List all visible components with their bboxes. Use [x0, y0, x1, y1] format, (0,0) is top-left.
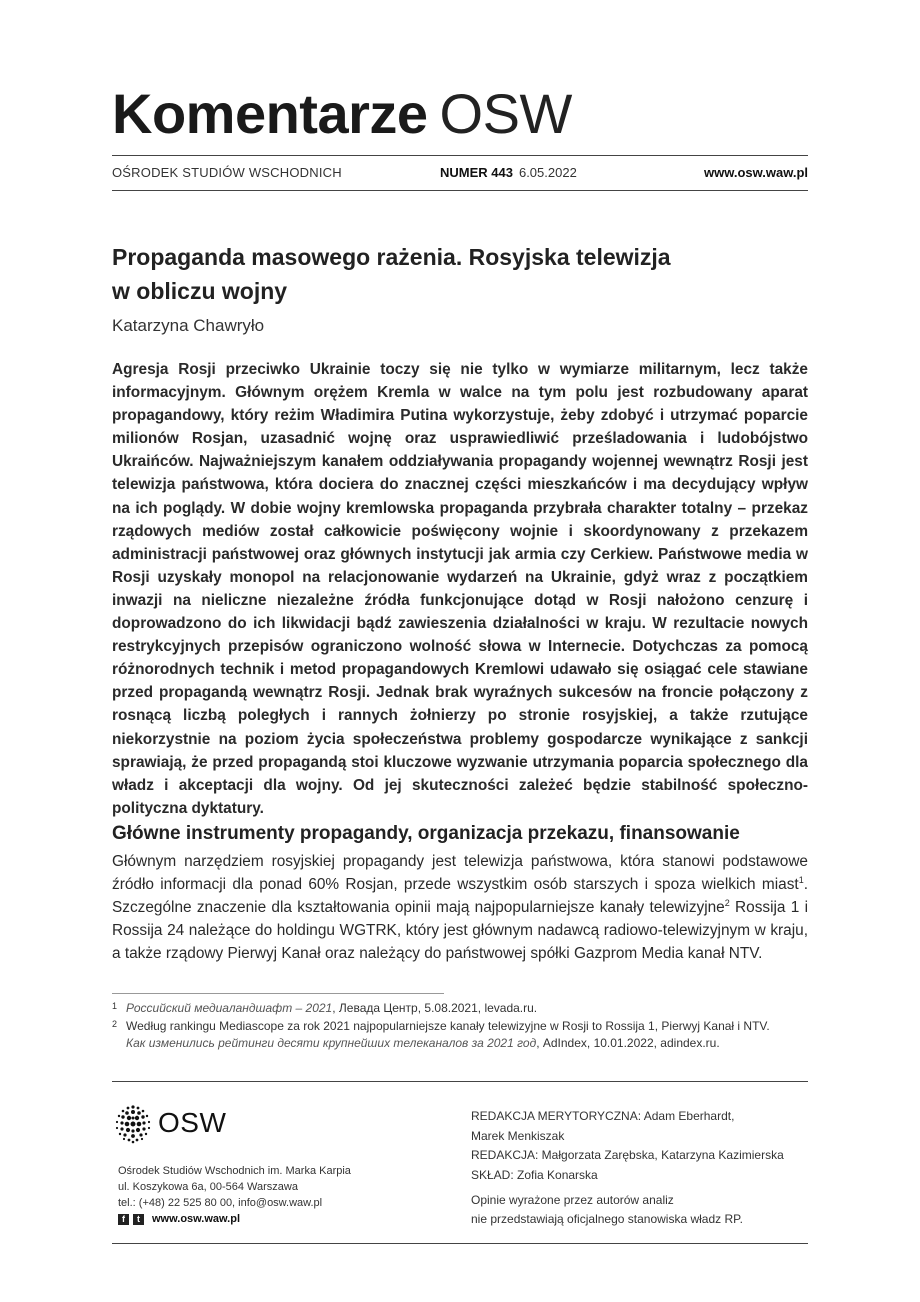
- institution-name: OŚRODEK STUDIÓW WSCHODNICH: [112, 165, 342, 180]
- credits-substantive-editors-cont: Marek Menkiszak: [471, 1128, 565, 1143]
- footer-logo-text: OSW: [158, 1107, 227, 1138]
- body-text-part1: Głównym narzędziem rosyjskiej propagandy jest telewizja państwowa, która stanowi podstawowe źródło informacji dla ponad 60% Rosjan, przede wszystkim osób starszych i spoza wielkich miast: [112, 853, 808, 894]
- issue-date: 6.05.2022: [518, 165, 577, 180]
- section-heading: Główne instrumenty propagandy, organizacja przekazu, finansowanie: [112, 823, 740, 844]
- footer-rule-bottom: [112, 1243, 808, 1244]
- footnote-text: [126, 1000, 812, 1017]
- footnote-2: [112, 1018, 812, 1052]
- footnote-separator: [112, 993, 444, 994]
- disclaimer-line2: nie przedstawiają oficjalnego stanowiska władz RP.: [471, 1212, 743, 1226]
- footnote-source-details: , AdIndex, 10.01.2022, adindex.ru.: [536, 1036, 720, 1050]
- disclaimer: [471, 1191, 743, 1229]
- footnote-ref-1[interactable]: 1: [798, 874, 804, 885]
- footer-social: [118, 1211, 240, 1227]
- website-link[interactable]: www.osw.waw.pl: [703, 165, 808, 180]
- editorial-credits: [471, 1107, 784, 1185]
- footnote-1: [112, 1000, 812, 1017]
- article-title-line1: Propaganda masowego rażenia. Rosyjska telewizja: [112, 244, 671, 270]
- footer-address: [118, 1163, 351, 1211]
- body-text-part3: Rossija 1 i Rossija 24 należące do holdingu WGTRK, który jest głównym nadawcą radiowo-telewizyjnym w kraju, a także rządowy Pierwyj Kanał oraz należący do państwowej spółki Gazprom Media kanał NTV.: [112, 899, 808, 963]
- article-title-line2: w obliczu wojny: [112, 278, 288, 304]
- address-line-institution: Ośrodek Studiów Wschodnich im. Marka Karpia: [118, 1165, 351, 1177]
- issue-number: NUMER 443: [440, 165, 513, 180]
- header-rule-top: [112, 155, 808, 156]
- disclaimer-line1: Opinie wyrażone przez autorów analiz: [471, 1193, 674, 1207]
- footer-rule-top: [112, 1081, 808, 1082]
- footnote-source-title: Российский медиаландшафт – 2021: [126, 1001, 333, 1015]
- facebook-icon[interactable]: f: [118, 1214, 129, 1225]
- article-body: [112, 850, 808, 965]
- osw-globe-logo-icon: [112, 1103, 154, 1145]
- footnote-source-title: Как изменились рейтинги десяти крупнейших телеканалов за 2021 год: [126, 1036, 537, 1050]
- article-lead: Agresja Rosji przeciwko Ukrainie toczy się nie tylko w wymiarze militarnym, lecz także informacyjnym. Głównym orężem Kremla w walce na tym polu jest rozbudowany aparat propagandowy, który reżim Władimira Putina wykorzystuje, żeby zdobyć i utrzymać poparcie milionów Rosjan, uzasadnić wojnę oraz usprawiedliwić prześladowania i ludobójstwo Ukraińców. Najważniejszym kanałem oddziaływania propagandy wojennej wewnątrz Rosji jest telewizja państwowa, która dociera do znacznej części mieszkańców i ma decydujący wpływ na ich poglądy. W dobie wojny kremlowska propaganda przybrała charakter totalny – przekaz rządowych mediów został całkowicie poświęcony wojnie i skoordynowany z przekazem administracji państwowej oraz głównych instytucji jak armia czy Cerkiew. Państwowe media w Rosji uzyskały monopol na relacjonowanie wydarzeń na Ukrainie, gdyż wraz z początkiem inwazji na nieliczne niezależne źródła funkcjonujące dotąd w Rosji nałożono cenzurę i doprowadzono do ich likwidacji bądź zawieszenia działalności w kraju. W rezultacie nowych restrykcyjnych przepisów ograniczono wolność słowa w Internecie. Dotychczas za pomocą różnorodnych technik i metod propagandowych Kremlowi udawało się osiągać cele stawiane przed propagandą wewnątrz Rosji. Jednak brak wyraźnych sukcesów na froncie połączony z rosnącą liczbą poległych i rannych żołnierzy po stronie rosyjskiej, a także rzutujące niekorzystnie na poziom życia społeczeństwa problemy gospodarcze wynikające z sankcji sprawiają, że przed propagandą stoi kluczowe wyzwanie utrzymania poparcia społecznego dla władz i akceptacji dla wojny. Od jej skuteczności zależeć będzie stabilność społeczno-polityczna dyktatury.: [112, 361, 808, 817]
- article-author: Katarzyna Chawryło: [112, 316, 265, 335]
- twitter-icon[interactable]: t: [133, 1214, 144, 1225]
- address-line-street: ul. Koszykowa 6a, 00-564 Warszawa: [118, 1181, 298, 1193]
- footnote-text: [126, 1018, 812, 1052]
- masthead-series-name: Komentarze: [112, 82, 428, 145]
- header-rule-bottom: [112, 190, 808, 191]
- article-title: [112, 240, 712, 308]
- body-text-part2: . Szczególne znaczenie dla kształtowania opinii mają najpopularniejsze kanały telewizyjne: [112, 876, 808, 917]
- masthead-publisher: OSW: [439, 82, 572, 145]
- footnote-source-details: , Левада Центр, 5.08.2021, levada.ru.: [332, 1001, 538, 1015]
- credits-substantive-editors: REDAKCJA MERYTORYCZNA: Adam Eberhardt,: [471, 1109, 735, 1123]
- footnote-number: 2: [112, 1019, 118, 1029]
- footnote-number: 1: [112, 1001, 118, 1011]
- footer-website-link[interactable]: www.osw.waw.pl: [152, 1213, 241, 1225]
- issue-info: [440, 164, 577, 182]
- credits-editors: REDAKCJA: Małgorzata Zarębska, Katarzyna Kazimierska: [471, 1148, 784, 1162]
- footnote-text-line1: Według rankingu Mediascope za rok 2021 najpopularniejsze kanały telewizyjne w Rosji to Rossija 1, Pierwyj Kanał i NTV.: [126, 1019, 770, 1033]
- address-line-contact: tel.: (+48) 22 525 80 00, info@osw.waw.pl: [118, 1197, 323, 1209]
- credits-typesetting: SKŁAD: Zofia Konarska: [471, 1167, 598, 1182]
- masthead: [112, 82, 572, 146]
- footnote-ref-2[interactable]: 2: [724, 898, 730, 909]
